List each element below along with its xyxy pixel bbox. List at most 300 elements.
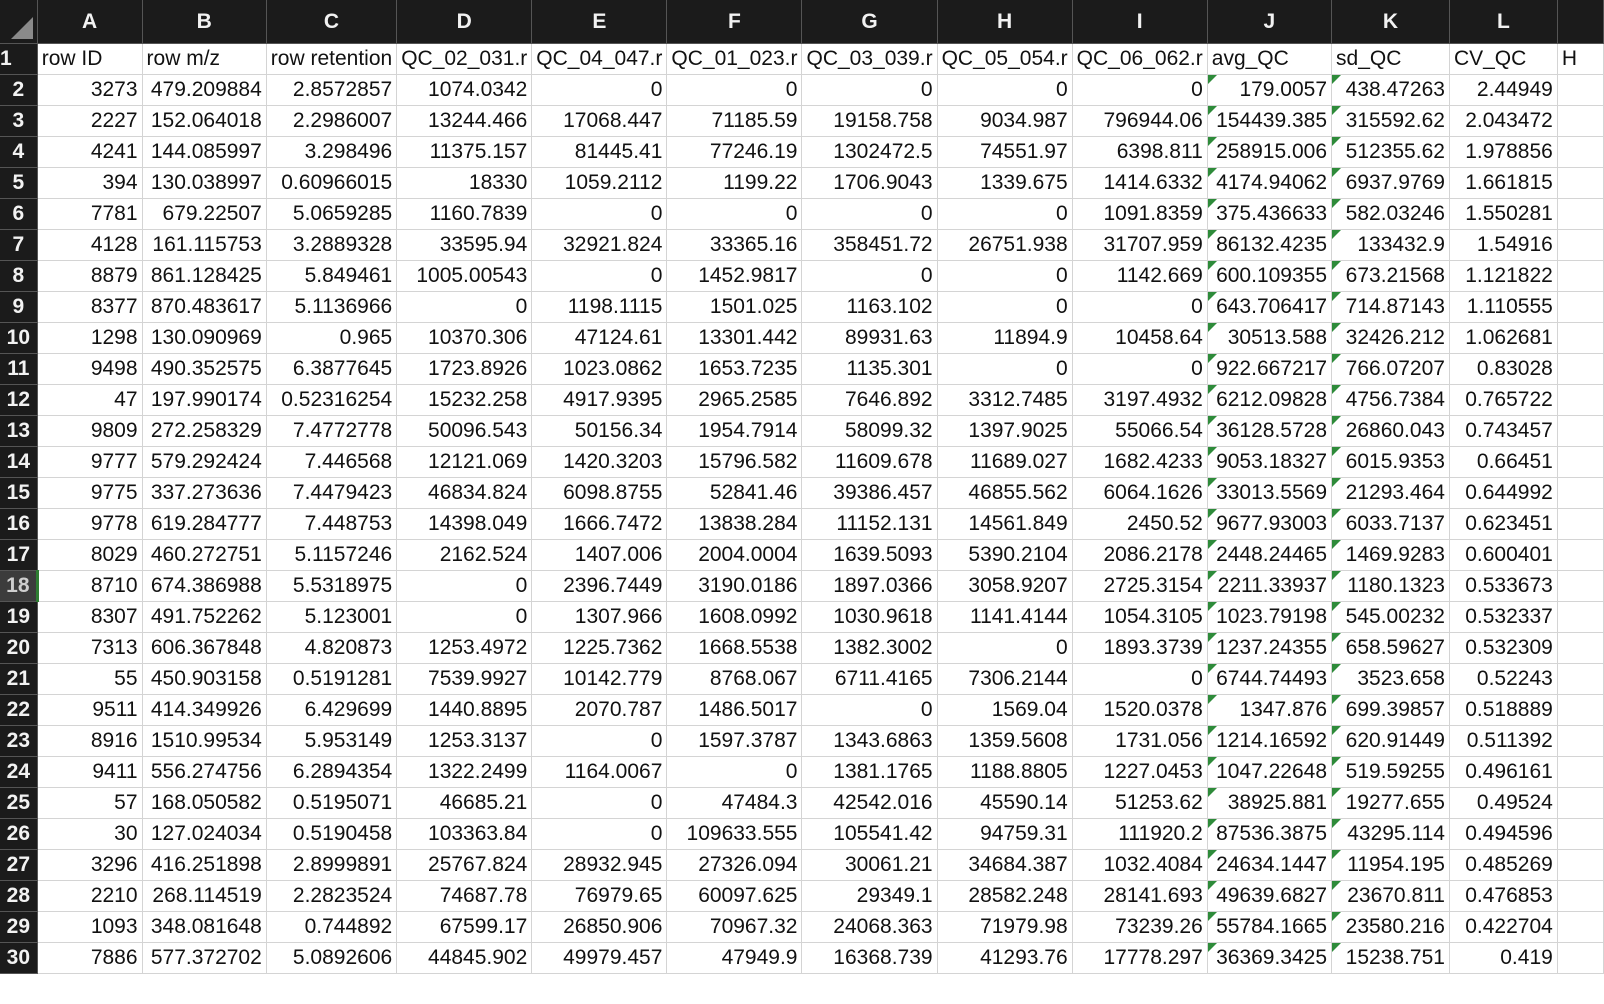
cell[interactable]: 1706.9043 [802,168,937,199]
cell[interactable]: 2210 [37,881,142,912]
cell[interactable]: 38925.881 [1207,788,1331,819]
cell[interactable]: 14561.849 [937,509,1072,540]
cell[interactable]: 1723.8926 [397,354,532,385]
cell[interactable] [1557,478,1603,509]
cell[interactable]: 673.21568 [1332,261,1450,292]
cell[interactable]: 36369.3425 [1207,943,1331,974]
cell[interactable] [1557,385,1603,416]
column-header-e[interactable]: E [532,0,667,44]
cell[interactable]: 71979.98 [937,912,1072,943]
cell[interactable]: 24634.1447 [1207,850,1331,881]
cell[interactable]: 71185.59 [667,106,802,137]
column-header-d[interactable]: D [397,0,532,44]
cell[interactable]: 0.496161 [1449,757,1557,788]
cell[interactable]: 1731.056 [1072,726,1207,757]
cell[interactable]: 1897.0366 [802,571,937,602]
cell[interactable]: 2.2823524 [266,881,396,912]
cell[interactable]: 27326.094 [667,850,802,881]
cell[interactable]: 1059.2112 [532,168,667,199]
cell[interactable]: 1.121822 [1449,261,1557,292]
cell[interactable]: 2450.52 [1072,509,1207,540]
cell[interactable]: 2448.24465 [1207,540,1331,571]
cell[interactable]: 2.2986007 [266,106,396,137]
cell[interactable]: 0.5190458 [266,819,396,850]
cell[interactable]: 9677.93003 [1207,509,1331,540]
cell-header[interactable]: QC_06_062.r [1072,44,1207,75]
cell[interactable]: 643.706417 [1207,292,1331,323]
cell[interactable]: 3197.4932 [1072,385,1207,416]
cell[interactable]: 30061.21 [802,850,937,881]
cell[interactable]: 1142.669 [1072,261,1207,292]
cell[interactable] [1557,168,1603,199]
row-number[interactable]: 16 [0,509,37,540]
cell[interactable]: 519.59255 [1332,757,1450,788]
cell[interactable]: 1359.5608 [937,726,1072,757]
cell[interactable]: 7646.892 [802,385,937,416]
column-header-a[interactable]: A [37,0,142,44]
cell[interactable]: 348.081648 [142,912,266,943]
row-number[interactable]: 26 [0,819,37,850]
cell[interactable]: 26751.938 [937,230,1072,261]
cell[interactable]: 50156.34 [532,416,667,447]
cell[interactable]: 7.448753 [266,509,396,540]
cell[interactable]: 0 [802,261,937,292]
cell[interactable]: 1.110555 [1449,292,1557,323]
cell[interactable]: 6015.9353 [1332,447,1450,478]
column-header-h[interactable]: H [937,0,1072,44]
cell[interactable]: 6098.8755 [532,478,667,509]
cell[interactable]: 6.3877645 [266,354,396,385]
cell[interactable]: 41293.76 [937,943,1072,974]
column-header-g[interactable]: G [802,0,937,44]
cell[interactable]: 32921.824 [532,230,667,261]
cell[interactable]: 556.274756 [142,757,266,788]
cell[interactable]: 17778.297 [1072,943,1207,974]
cell[interactable]: 1452.9817 [667,261,802,292]
cell[interactable]: 258915.006 [1207,137,1331,168]
cell[interactable]: 620.91449 [1332,726,1450,757]
cell[interactable]: 5.0659285 [266,199,396,230]
cell[interactable]: 416.251898 [142,850,266,881]
cell[interactable]: 450.903158 [142,664,266,695]
cell-header[interactable]: row retention [266,44,396,75]
column-header-j[interactable]: J [1207,0,1331,44]
cell[interactable]: 0 [532,819,667,850]
cell[interactable]: 55066.54 [1072,416,1207,447]
cell[interactable]: 337.273636 [142,478,266,509]
cell[interactable]: 1214.16592 [1207,726,1331,757]
cell[interactable]: 0.494596 [1449,819,1557,850]
cell[interactable]: 1198.1115 [532,292,667,323]
cell[interactable]: 105541.42 [802,819,937,850]
cell[interactable]: 0.5191281 [266,664,396,695]
cell[interactable] [1557,664,1603,695]
cell[interactable]: 0.743457 [1449,416,1557,447]
row-number[interactable]: 5 [0,168,37,199]
cell[interactable]: 15796.582 [667,447,802,478]
cell[interactable]: 28141.693 [1072,881,1207,912]
cell[interactable]: 32426.212 [1332,323,1450,354]
cell[interactable]: 1253.3137 [397,726,532,757]
cell[interactable]: 479.209884 [142,75,266,106]
cell[interactable]: 9809 [37,416,142,447]
cell[interactable]: 30 [37,819,142,850]
cell[interactable]: 1347.876 [1207,695,1331,726]
cell-header[interactable]: sd_QC [1332,44,1450,75]
cell[interactable]: 1569.04 [937,695,1072,726]
cell[interactable]: 1668.5538 [667,633,802,664]
cell[interactable]: 43295.114 [1332,819,1450,850]
cell[interactable]: 1893.3739 [1072,633,1207,664]
cell[interactable]: 111920.2 [1072,819,1207,850]
cell[interactable]: 2.8999891 [266,850,396,881]
cell[interactable]: 49979.457 [532,943,667,974]
cell[interactable]: 2162.524 [397,540,532,571]
cell[interactable]: 21293.464 [1332,478,1450,509]
cell[interactable]: 414.349926 [142,695,266,726]
cell[interactable]: 6.429699 [266,695,396,726]
cell[interactable]: 606.367848 [142,633,266,664]
cell[interactable]: 0 [532,199,667,230]
cell[interactable]: 0.60966015 [266,168,396,199]
row-number[interactable]: 11 [0,354,37,385]
cell[interactable]: 74551.97 [937,137,1072,168]
cell[interactable]: 4.820873 [266,633,396,664]
cell[interactable] [1557,757,1603,788]
cell[interactable]: 1164.0067 [532,757,667,788]
cell[interactable]: 0.644992 [1449,478,1557,509]
cell[interactable]: 11689.027 [937,447,1072,478]
cell[interactable] [1557,571,1603,602]
cell[interactable] [1557,230,1603,261]
cell[interactable]: 1047.22648 [1207,757,1331,788]
cell[interactable] [1557,199,1603,230]
cell[interactable]: 154439.385 [1207,106,1331,137]
cell[interactable]: 1253.4972 [397,633,532,664]
cell[interactable]: 152.064018 [142,106,266,137]
cell[interactable]: 0 [667,757,802,788]
cell[interactable]: 89931.63 [802,323,937,354]
cell[interactable]: 47949.9 [667,943,802,974]
cell[interactable]: 55 [37,664,142,695]
cell[interactable] [1557,540,1603,571]
cell[interactable]: 1054.3105 [1072,602,1207,633]
cell[interactable] [1557,323,1603,354]
cell[interactable]: 2.44949 [1449,75,1557,106]
row-number[interactable]: 29 [0,912,37,943]
cell[interactable]: 5.123001 [266,602,396,633]
cell[interactable]: 1469.9283 [1332,540,1450,571]
cell[interactable]: 50096.543 [397,416,532,447]
cell[interactable]: 3.298496 [266,137,396,168]
cell[interactable]: 9777 [37,447,142,478]
cell[interactable]: 0 [937,75,1072,106]
cell-header[interactable]: QC_04_047.r [532,44,667,75]
cell[interactable]: 1298 [37,323,142,354]
cell[interactable]: 13301.442 [667,323,802,354]
cell[interactable]: 1141.4144 [937,602,1072,633]
select-all-corner[interactable] [0,0,37,44]
cell[interactable]: 1510.99534 [142,726,266,757]
row-number[interactable]: 17 [0,540,37,571]
cell[interactable]: 144.085997 [142,137,266,168]
cell[interactable]: 67599.17 [397,912,532,943]
column-header-b[interactable]: B [142,0,266,44]
cell[interactable]: 46834.824 [397,478,532,509]
cell[interactable]: 577.372702 [142,943,266,974]
row-number[interactable]: 30 [0,943,37,974]
cell[interactable]: 6398.811 [1072,137,1207,168]
cell[interactable]: 1030.9618 [802,602,937,633]
cell[interactable]: 0.744892 [266,912,396,943]
row-number[interactable]: 24 [0,757,37,788]
cell[interactable]: 1160.7839 [397,199,532,230]
cell[interactable]: 8768.067 [667,664,802,695]
cell[interactable]: 1227.0453 [1072,757,1207,788]
cell[interactable]: 1639.5093 [802,540,937,571]
cell[interactable]: 14398.049 [397,509,532,540]
cell[interactable]: 161.115753 [142,230,266,261]
cell[interactable]: 47484.3 [667,788,802,819]
cell[interactable]: 600.109355 [1207,261,1331,292]
cell[interactable] [1557,943,1603,974]
cell[interactable]: 4241 [37,137,142,168]
cell[interactable]: 9411 [37,757,142,788]
cell[interactable]: 3273 [37,75,142,106]
cell[interactable] [1557,788,1603,819]
cell[interactable]: 0.49524 [1449,788,1557,819]
cell[interactable]: 861.128425 [142,261,266,292]
cell[interactable]: 870.483617 [142,292,266,323]
row-number[interactable]: 25 [0,788,37,819]
cell[interactable]: 1597.3787 [667,726,802,757]
cell[interactable]: 2070.787 [532,695,667,726]
cell[interactable] [1557,602,1603,633]
cell[interactable]: 0 [667,199,802,230]
cell[interactable]: 1032.4084 [1072,850,1207,881]
cell[interactable]: 18330 [397,168,532,199]
cell[interactable]: 0 [1072,664,1207,695]
cell[interactable]: 9778 [37,509,142,540]
cell[interactable]: 7.4772778 [266,416,396,447]
cell[interactable]: 1666.7472 [532,509,667,540]
cell[interactable]: 0 [937,199,1072,230]
cell[interactable] [1557,695,1603,726]
cell[interactable]: 1225.7362 [532,633,667,664]
cell[interactable]: 39386.457 [802,478,937,509]
cell[interactable]: 358451.72 [802,230,937,261]
row-number[interactable]: 27 [0,850,37,881]
row-number[interactable]: 10 [0,323,37,354]
row-number[interactable]: 14 [0,447,37,478]
cell[interactable]: 1199.22 [667,168,802,199]
cell[interactable]: 19277.655 [1332,788,1450,819]
cell[interactable]: 24068.363 [802,912,937,943]
cell[interactable]: 2086.2178 [1072,540,1207,571]
cell[interactable]: 0 [802,75,937,106]
cell-header[interactable]: row ID [37,44,142,75]
cell[interactable]: 5.953149 [266,726,396,757]
column-header-k[interactable]: K [1332,0,1450,44]
cell[interactable]: 0.5195071 [266,788,396,819]
cell[interactable]: 0.532309 [1449,633,1557,664]
cell[interactable]: 23670.811 [1332,881,1450,912]
row-number[interactable]: 23 [0,726,37,757]
cell[interactable]: 1322.2499 [397,757,532,788]
cell[interactable]: 7.4479423 [266,478,396,509]
cell[interactable]: 1520.0378 [1072,695,1207,726]
cell[interactable]: 11609.678 [802,447,937,478]
cell[interactable]: 9511 [37,695,142,726]
cell[interactable]: 0 [397,602,532,633]
cell[interactable]: 0.52316254 [266,385,396,416]
cell[interactable]: 4917.9395 [532,385,667,416]
cell[interactable]: 674.386988 [142,571,266,602]
cell[interactable]: 1005.00543 [397,261,532,292]
cell[interactable]: 658.59627 [1332,633,1450,664]
cell[interactable]: 0.419 [1449,943,1557,974]
row-number[interactable]: 28 [0,881,37,912]
cell[interactable]: 1093 [37,912,142,943]
cell[interactable]: 87536.3875 [1207,819,1331,850]
cell[interactable]: 6744.74493 [1207,664,1331,695]
cell[interactable]: 46855.562 [937,478,1072,509]
cell[interactable]: 26850.906 [532,912,667,943]
row-number[interactable]: 1 [0,44,37,75]
cell[interactable]: 2211.33937 [1207,571,1331,602]
cell[interactable]: 4174.94062 [1207,168,1331,199]
cell[interactable]: 922.667217 [1207,354,1331,385]
cell[interactable]: 315592.62 [1332,106,1450,137]
cell[interactable]: 0 [937,292,1072,323]
cell[interactable]: 44845.902 [397,943,532,974]
cell[interactable]: 272.258329 [142,416,266,447]
cell[interactable] [1557,416,1603,447]
cell[interactable]: 47124.61 [532,323,667,354]
cell[interactable]: 5390.2104 [937,540,1072,571]
cell[interactable]: 7306.2144 [937,664,1072,695]
cell[interactable]: 1302472.5 [802,137,937,168]
cell[interactable]: 25767.824 [397,850,532,881]
cell[interactable]: 15232.258 [397,385,532,416]
row-number[interactable]: 13 [0,416,37,447]
cell[interactable]: 0.422704 [1449,912,1557,943]
cell[interactable] [1557,447,1603,478]
cell[interactable]: 33365.16 [667,230,802,261]
cell[interactable]: 0 [937,261,1072,292]
cell[interactable]: 4128 [37,230,142,261]
cell[interactable]: 8029 [37,540,142,571]
cell[interactable]: 0.965 [266,323,396,354]
cell[interactable]: 1237.24355 [1207,633,1331,664]
cell[interactable]: 1180.1323 [1332,571,1450,602]
cell[interactable]: 0.66451 [1449,447,1557,478]
cell[interactable]: 1074.0342 [397,75,532,106]
cell[interactable]: 7.446568 [266,447,396,478]
cell[interactable]: 1501.025 [667,292,802,323]
column-header-l[interactable]: L [1449,0,1557,44]
cell[interactable]: 8307 [37,602,142,633]
cell[interactable]: 30513.588 [1207,323,1331,354]
cell[interactable]: 1486.5017 [667,695,802,726]
cell[interactable]: 3058.9207 [937,571,1072,602]
cell[interactable]: 1343.6863 [802,726,937,757]
cell[interactable] [1557,881,1603,912]
cell[interactable]: 57 [37,788,142,819]
cell[interactable]: 1.550281 [1449,199,1557,230]
cell[interactable]: 10458.64 [1072,323,1207,354]
cell[interactable]: 6937.9769 [1332,168,1450,199]
cell[interactable]: 130.090969 [142,323,266,354]
cell[interactable]: 1440.8895 [397,695,532,726]
cell[interactable]: 490.352575 [142,354,266,385]
cell[interactable]: 8916 [37,726,142,757]
cell[interactable]: 0 [532,726,667,757]
cell[interactable]: 699.39857 [1332,695,1450,726]
cell[interactable]: 1682.4233 [1072,447,1207,478]
cell[interactable]: 1023.79198 [1207,602,1331,633]
cell[interactable]: 3312.7485 [937,385,1072,416]
cell[interactable]: 9775 [37,478,142,509]
cell-header[interactable]: QC_05_054.r [937,44,1072,75]
cell[interactable]: 0 [1072,75,1207,106]
cell[interactable] [1557,292,1603,323]
cell[interactable] [1557,850,1603,881]
cell[interactable]: 2396.7449 [532,571,667,602]
cell[interactable]: 0 [397,292,532,323]
column-header-m[interactable] [1557,0,1603,44]
cell[interactable]: 7539.9927 [397,664,532,695]
cell[interactable]: 2.043472 [1449,106,1557,137]
cell[interactable]: 6033.7137 [1332,509,1450,540]
cell[interactable] [1557,633,1603,664]
cell[interactable]: 7313 [37,633,142,664]
cell[interactable]: 34684.387 [937,850,1072,881]
cell[interactable]: 1188.8805 [937,757,1072,788]
cell[interactable]: 13838.284 [667,509,802,540]
cell[interactable]: 0 [937,633,1072,664]
row-number[interactable]: 19 [0,602,37,633]
cell[interactable]: 46685.21 [397,788,532,819]
cell[interactable]: 0 [1072,292,1207,323]
cell[interactable]: 3296 [37,850,142,881]
cell[interactable]: 179.0057 [1207,75,1331,106]
cell[interactable]: 1023.0862 [532,354,667,385]
cell[interactable]: 60097.625 [667,881,802,912]
cell[interactable]: 45590.14 [937,788,1072,819]
cell[interactable]: 31707.959 [1072,230,1207,261]
cell[interactable]: 9034.987 [937,106,1072,137]
cell[interactable]: 197.990174 [142,385,266,416]
cell[interactable]: 0.52243 [1449,664,1557,695]
cell-header[interactable]: QC_01_023.r [667,44,802,75]
cell[interactable]: 55784.1665 [1207,912,1331,943]
cell[interactable]: 1091.8359 [1072,199,1207,230]
cell[interactable]: 6711.4165 [802,664,937,695]
cell[interactable]: 109633.555 [667,819,802,850]
cell[interactable] [1557,726,1603,757]
cell[interactable]: 1.062681 [1449,323,1557,354]
cell-header[interactable]: QC_03_039.r [802,44,937,75]
cell[interactable]: 0.533673 [1449,571,1557,602]
cell[interactable]: 16368.739 [802,943,937,974]
cell[interactable]: 6.2894354 [266,757,396,788]
cell[interactable]: 2965.2585 [667,385,802,416]
cell[interactable]: 103363.84 [397,819,532,850]
cell[interactable] [1557,354,1603,385]
cell[interactable]: 1420.3203 [532,447,667,478]
cell[interactable]: 33013.5569 [1207,478,1331,509]
